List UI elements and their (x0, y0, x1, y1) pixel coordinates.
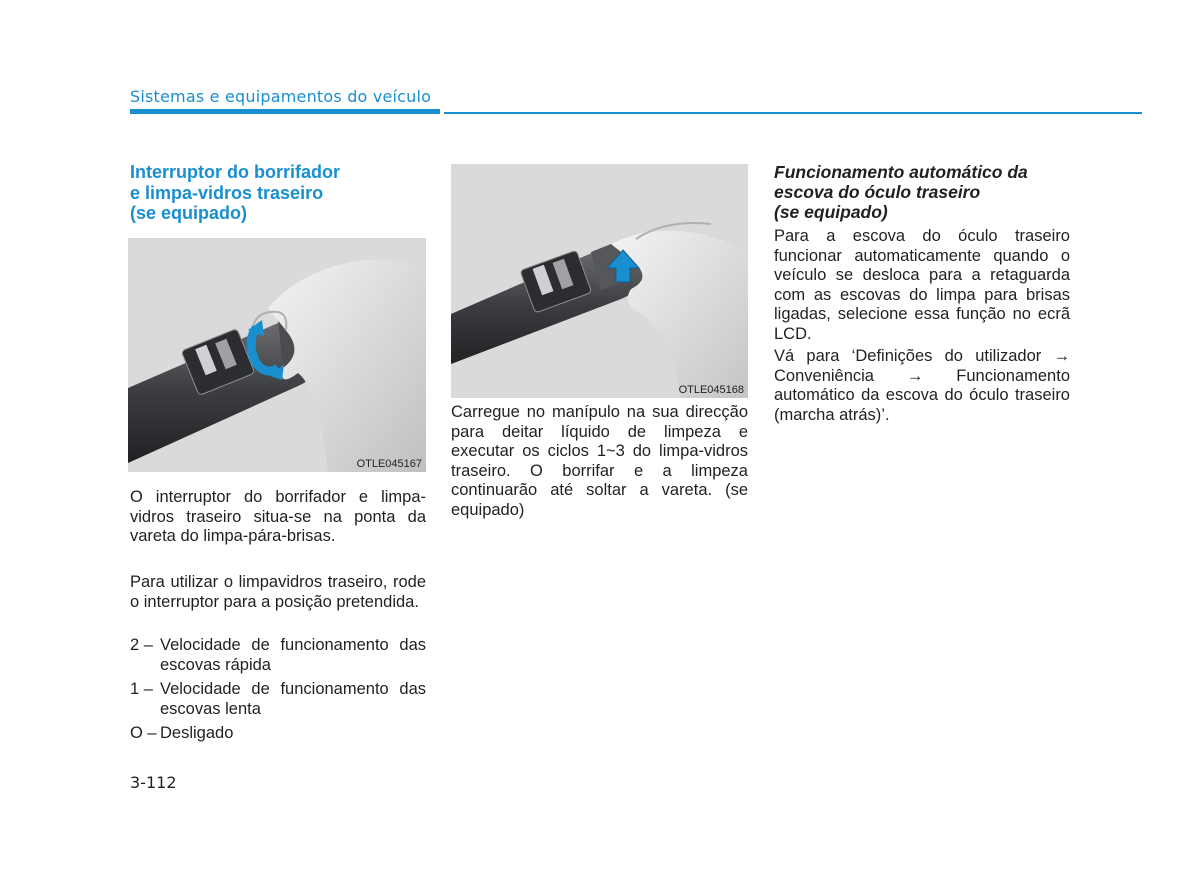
list-item (130, 680, 426, 719)
list-item-key: 2 – (130, 636, 153, 654)
paragraph: Para a escova do óculo traseiro funcionar automaticamente quando o veículo se desloca para a retaguarda com as escovas do limpa para brisas ligadas, selecione essa função no ecrã LCD. (774, 227, 1070, 343)
list-item-text: Desligado (160, 724, 234, 742)
stalk-push-illustration (451, 164, 748, 398)
list-item (130, 724, 426, 744)
section-title-line: Interruptor do borrifador (130, 162, 340, 182)
list-item-key: 1 – (130, 680, 153, 698)
subsection-title (774, 162, 1074, 222)
stalk-rotate-illustration (128, 238, 426, 472)
subsection-title-line: (se equipado) (774, 202, 888, 222)
paragraph: O interruptor do borrifador e limpa-vidros traseiro situa-se na ponta da vareta do limpa-pára-brisas. (130, 488, 426, 545)
position-list (130, 636, 426, 749)
subsection-title-line: Funcionamento automático da (774, 162, 1028, 182)
figure-code: OTLE045168 (678, 384, 744, 396)
figure-code: OTLE045167 (356, 458, 422, 470)
figure-rear-wiper-push (451, 164, 748, 398)
paragraph: Vá para ‘Definições do utilizador → Conveniência → Funcionamento automático da escova do óculo traseiro (marcha atrás)’. (774, 347, 1070, 424)
paragraph: Carregue no manípulo na sua direcção para deitar líquido de limpeza e executar os ciclos 1~3 do limpa-vidros traseiro. O borrifar e a limpeza continuarão até soltar a vareta. (se equipado) (451, 403, 748, 519)
list-item-text: Velocidade de funcionamento das escovas lenta (160, 680, 426, 718)
section-title-line: e limpa-vidros traseiro (130, 182, 324, 203)
header-rule (444, 112, 1142, 114)
list-item (130, 636, 426, 675)
section-title (130, 162, 430, 224)
paragraph: Para utilizar o limpavidros traseiro, rode o interruptor para a posição pretendida. (130, 573, 426, 611)
subsection-title-line: escova do óculo traseiro (774, 182, 981, 202)
section-title-line: (se equipado) (130, 203, 248, 223)
list-item-key: O – (130, 724, 157, 742)
figure-rear-wiper-rotate (128, 238, 426, 472)
running-header: Sistemas e equipamentos do veículo (130, 87, 432, 106)
header-accent-bar (130, 109, 440, 114)
list-item-text: Velocidade de funcionamento das escovas rápida (160, 636, 426, 674)
page-number: 3-112 (130, 773, 177, 792)
